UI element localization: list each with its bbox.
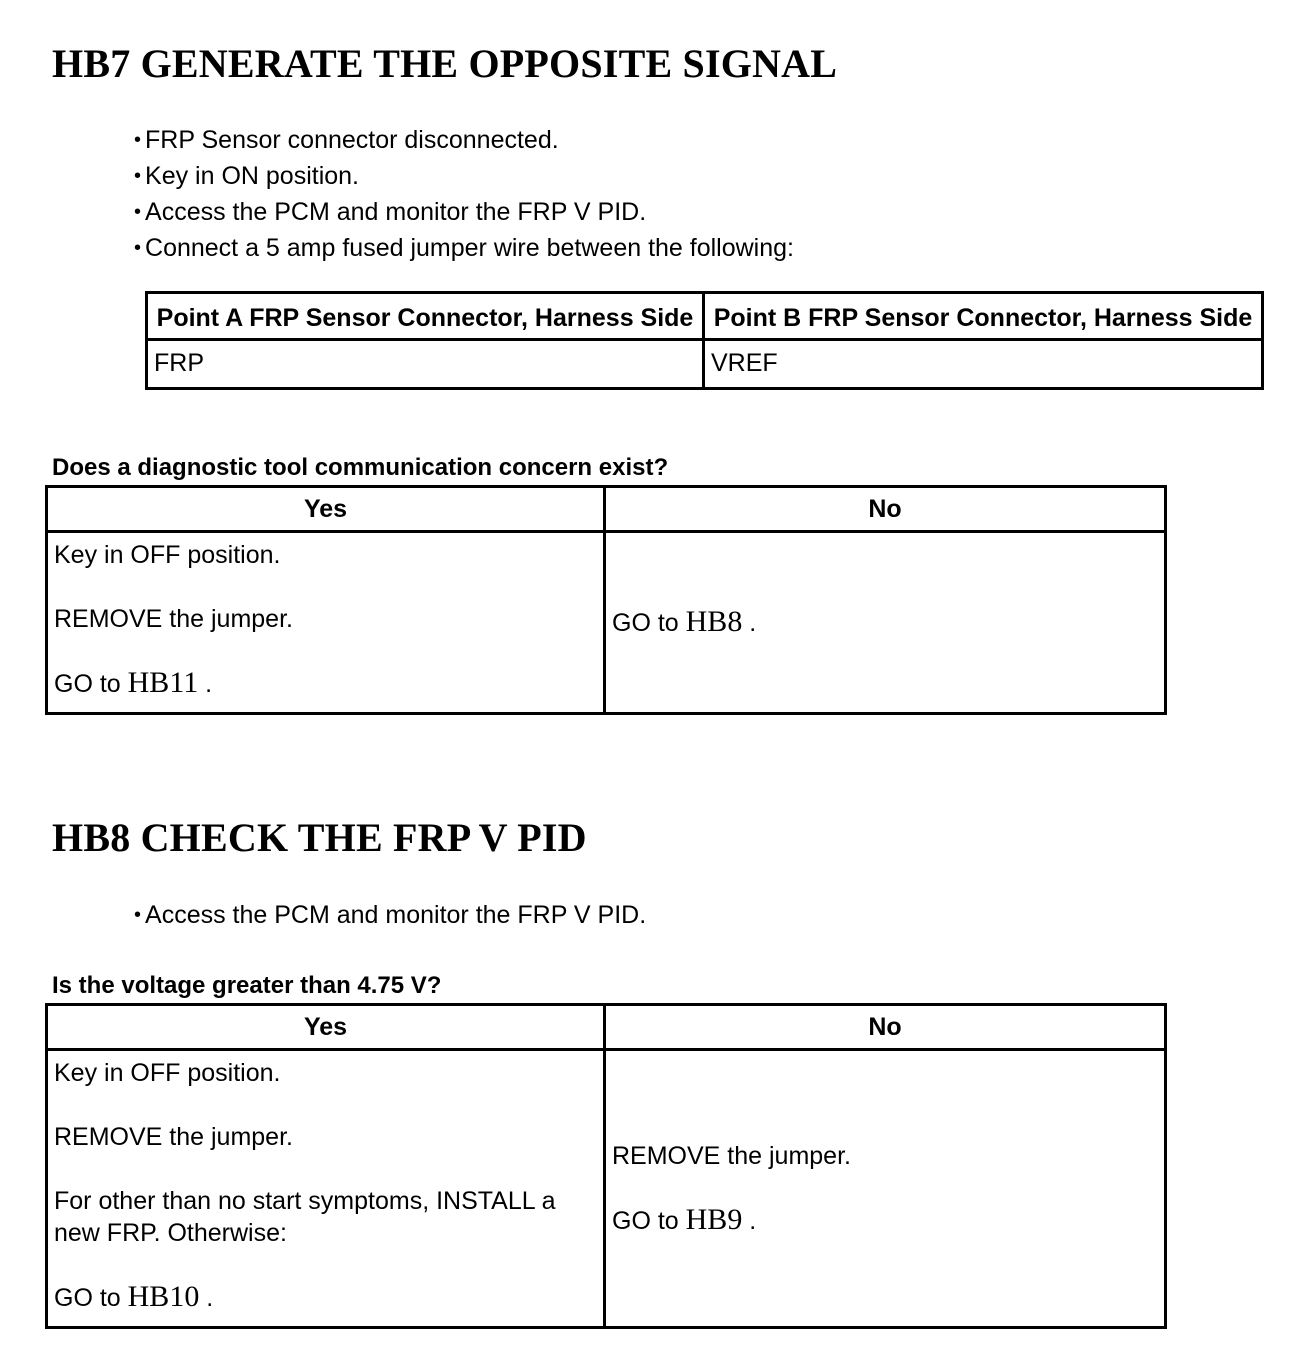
list-item: • Key in ON position. — [134, 159, 794, 195]
hb7-question: Does a diagnostic tool communication concern exist? — [52, 454, 669, 481]
table-header-row — [47, 1005, 1166, 1050]
instruction-text: For other than no start symptoms, INSTALL a new FRP. Otherwise: — [54, 1187, 556, 1247]
list-item: • Access the PCM and monitor the FRP V PID. — [134, 898, 646, 934]
table-header-row — [147, 293, 1263, 340]
hb7-bullet-list — [134, 123, 794, 267]
connection-table — [145, 291, 1264, 390]
hb8-bullet-list — [134, 898, 646, 934]
goto-line: GO to HB8 . — [612, 605, 757, 638]
yes-cell — [47, 532, 605, 714]
table-header-row — [47, 487, 1166, 532]
hb7-title: HB7 GENERATE THE OPPOSITE SIGNAL — [52, 41, 838, 86]
no-header: No — [605, 1005, 1166, 1050]
goto-hb11-link[interactable]: HB11 — [127, 666, 199, 699]
hb8-title: HB8 CHECK THE FRP V PID — [52, 815, 587, 860]
hb7-yes-no-table — [45, 485, 1167, 715]
list-item: • Access the PCM and monitor the FRP V PID. — [134, 195, 794, 231]
yes-header: Yes — [47, 1005, 605, 1050]
instruction-text: REMOVE the jumper. — [54, 1123, 293, 1151]
goto-line: GO to HB9 . — [612, 1203, 757, 1236]
yes-cell — [47, 1050, 605, 1328]
column-header-point-b: Point B FRP Sensor Connector, Harness Side — [704, 293, 1263, 340]
instruction-text: REMOVE the jumper. — [612, 1142, 851, 1170]
no-header: No — [605, 487, 1166, 532]
table-row — [147, 340, 1263, 389]
column-header-point-a: Point A FRP Sensor Connector, Harness Side — [147, 293, 704, 340]
goto-line: GO to HB10 . — [54, 1280, 214, 1313]
hb8-question: Is the voltage greater than 4.75 V? — [52, 972, 442, 999]
table-row — [47, 1050, 1166, 1328]
list-item: • Connect a 5 amp fused jumper wire between the following: — [134, 231, 794, 267]
yes-header: Yes — [47, 487, 605, 532]
table-cell: VREF — [704, 340, 1263, 389]
instruction-text: REMOVE the jumper. — [54, 605, 293, 633]
list-item: • FRP Sensor connector disconnected. — [134, 123, 794, 159]
instruction-text: Key in OFF position. — [54, 1059, 281, 1087]
table-row — [47, 532, 1166, 714]
goto-line: GO to HB11 . — [54, 666, 213, 699]
goto-hb9-link[interactable]: HB9 — [685, 1203, 743, 1236]
goto-hb10-link[interactable]: HB10 — [127, 1280, 200, 1313]
no-cell — [605, 1050, 1166, 1328]
table-cell: FRP — [147, 340, 704, 389]
instruction-text: Key in OFF position. — [54, 541, 281, 569]
hb8-yes-no-table — [45, 1003, 1167, 1329]
goto-hb8-link[interactable]: HB8 — [685, 605, 743, 638]
no-cell — [605, 532, 1166, 714]
